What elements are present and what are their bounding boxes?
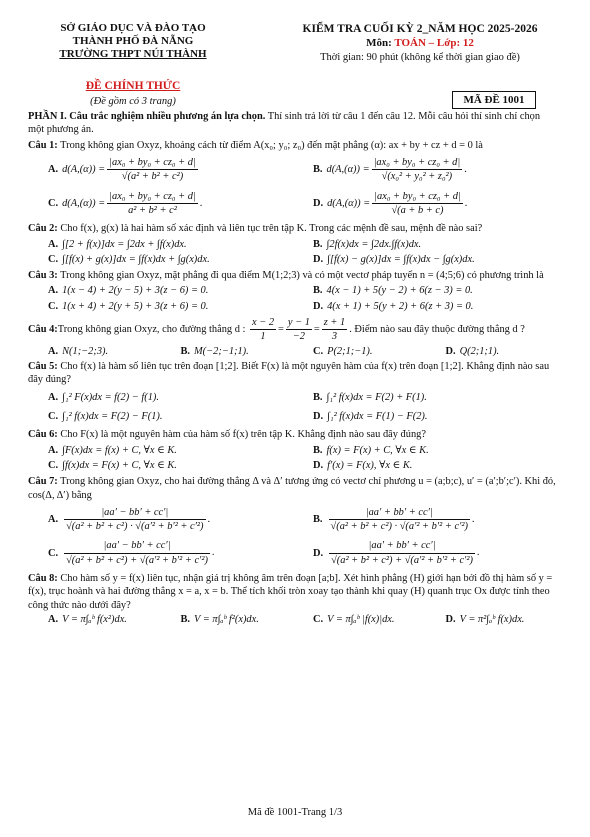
option-a[interactable] bbox=[28, 613, 161, 626]
question-1 bbox=[28, 139, 558, 221]
option-text: f(x) = F(x) + C, ∀x ∈ K. bbox=[326, 444, 429, 456]
option-c[interactable] bbox=[28, 537, 293, 569]
option-fraction bbox=[329, 506, 470, 534]
option-b[interactable] bbox=[293, 389, 558, 406]
option-d[interactable] bbox=[293, 537, 558, 569]
option-label: C. bbox=[48, 410, 59, 422]
option-text: ∫₁² f(x)dx = F(2) + F(1). bbox=[326, 391, 427, 403]
option-d[interactable] bbox=[293, 408, 558, 425]
denominator: √(a² + b² + c²) bbox=[121, 171, 184, 183]
exam-body bbox=[28, 110, 558, 626]
option-text: ∫[2 + f(x)]dx = ∫2dx + ∫f(x)dx. bbox=[62, 238, 187, 250]
numerator: |ax₀ + by₀ + cz₀ + d| bbox=[372, 156, 463, 170]
option-label: B. bbox=[313, 285, 323, 297]
option-c[interactable] bbox=[293, 345, 426, 358]
question-text: Cho f(x) là hàm số liên tục trên đoạn [1;2]. Biết F(x) là một nguyên hàm của f(x) trên đoạn [1;2]. Khẳng định nào sau đây đúng? bbox=[28, 361, 550, 386]
official-label: ĐỀ CHÍNH THỨC bbox=[85, 80, 181, 92]
city-name: THÀNH PHỐ ĐÀ NẴNG bbox=[72, 35, 194, 47]
option-fraction bbox=[372, 190, 463, 218]
denominator: a² + b² + c² bbox=[128, 204, 177, 216]
question-label: Câu 3: bbox=[28, 270, 58, 282]
part1-title: PHẦN I. Câu trắc nghiệm nhiều phương án lựa chọn. bbox=[28, 111, 266, 122]
option-b[interactable] bbox=[293, 504, 558, 536]
option-text: ∫F(x)dx = f(x) + C, ∀x ∈ K. bbox=[62, 444, 177, 456]
numerator: x − 2 bbox=[250, 316, 276, 330]
option-lhs: d(A,(α)) = bbox=[62, 197, 106, 209]
numerator: |ax₀ + by₀ + cz₀ + d| bbox=[372, 190, 463, 204]
option-c[interactable] bbox=[293, 613, 426, 626]
denominator: √(a² + b² + c²) + √(a′² + b′² + c′²) bbox=[66, 554, 208, 566]
option-label: D. bbox=[313, 253, 324, 265]
option-text: f′(x) = F(x), ∀x ∈ K. bbox=[327, 459, 413, 471]
option-text: M(−2;−1;1). bbox=[194, 345, 249, 357]
option-b[interactable] bbox=[161, 345, 294, 358]
options bbox=[28, 388, 558, 427]
option-c[interactable] bbox=[28, 459, 293, 472]
option-tail: . bbox=[471, 514, 475, 526]
question-text: Cho F(x) là một nguyên hàm của hàm số f(x) trên tập K. Khẳng định nào sau đây đúng? bbox=[57, 429, 426, 441]
option-c[interactable] bbox=[28, 408, 293, 425]
option-label: D. bbox=[313, 547, 324, 559]
option-text: ∫2f(x)dx = ∫2dx.∫f(x)dx. bbox=[326, 238, 422, 250]
option-label: D. bbox=[445, 345, 456, 357]
denominator: 3 bbox=[331, 331, 338, 343]
option-label: C. bbox=[48, 459, 59, 471]
option-tail: . bbox=[211, 547, 215, 559]
page-footer: Mã đề 1001-Trang 1/3 bbox=[247, 807, 343, 818]
numerator: |aa′ + bb′ + cc′| bbox=[329, 539, 475, 553]
exam-title: KIỂM TRA CUỐI KỲ 2_NĂM HỌC 2025-2026 bbox=[302, 23, 538, 35]
option-text: ∫₁² f(x)dx = F(1) − F(2). bbox=[327, 410, 428, 422]
page-count-note: (Đề gồm có 3 trang) bbox=[90, 95, 176, 107]
denominator: √(a² + b² + c²) · √(a′² + b′² + c′²) bbox=[330, 521, 468, 533]
option-text: V = π∫ₐᵇ |f(x)|dx. bbox=[327, 614, 395, 625]
option-label: A. bbox=[48, 285, 59, 297]
option-a[interactable] bbox=[28, 238, 293, 251]
option-label: B. bbox=[180, 345, 191, 357]
option-a[interactable] bbox=[28, 504, 293, 536]
options bbox=[28, 237, 558, 268]
option-label: B. bbox=[313, 391, 323, 403]
option-label: A. bbox=[48, 444, 59, 456]
option-text: N(1;−2;3). bbox=[62, 345, 109, 357]
header-left bbox=[28, 22, 238, 108]
line-fraction-y bbox=[286, 316, 312, 344]
denominator: √(x₀² + y₀² + z₀²) bbox=[381, 171, 453, 183]
option-fraction bbox=[329, 539, 475, 567]
option-d[interactable] bbox=[293, 253, 558, 266]
option-b[interactable] bbox=[293, 284, 558, 297]
question-label: Câu 7: bbox=[28, 476, 58, 488]
option-label: C. bbox=[313, 614, 324, 625]
option-a[interactable] bbox=[28, 389, 293, 406]
option-text: 1(x − 4) + 2(y − 5) + 3(z − 6) = 0. bbox=[62, 285, 209, 297]
option-label: D. bbox=[445, 614, 456, 625]
denominator: √(a² + b² + c²) · √(a′² + b′² + c′²) bbox=[66, 521, 204, 533]
question-5 bbox=[28, 360, 558, 426]
question-2 bbox=[28, 222, 558, 267]
option-d[interactable] bbox=[293, 459, 558, 472]
option-tail: . bbox=[476, 547, 480, 559]
options bbox=[28, 613, 558, 626]
option-text: ∫[f(x) + g(x)]dx = ∫f(x)dx + ∫g(x)dx. bbox=[62, 253, 210, 265]
denominator: 1 bbox=[260, 331, 266, 343]
option-a[interactable] bbox=[28, 345, 161, 358]
option-tail: . bbox=[199, 197, 203, 209]
options bbox=[28, 345, 558, 358]
option-text: Q(2;1;1). bbox=[459, 345, 500, 357]
question-text: Cho hàm số y = f(x) liên tục, nhận giá trị không âm trên đoạn [a;b]. Xét hình phẳng (H) giới hạn bởi đồ thị hàm số y = f(x), trục hoành và hai đường thẳng x = a, x = b. Thể tích khối tròn xoay tạo thành khi quay (H) quanh trục Ox được tính theo công thức nào dưới đây? bbox=[28, 573, 553, 611]
option-b[interactable] bbox=[293, 444, 558, 457]
line-fraction-x bbox=[250, 316, 276, 344]
option-label: D. bbox=[313, 459, 324, 471]
subject-line bbox=[270, 36, 570, 51]
option-label: A. bbox=[48, 514, 59, 526]
option-label: C. bbox=[48, 197, 59, 209]
option-fraction bbox=[107, 156, 198, 184]
options bbox=[28, 283, 558, 314]
option-label: A. bbox=[48, 391, 59, 403]
denominator: −2 bbox=[292, 331, 305, 343]
option-label: D. bbox=[313, 300, 324, 312]
option-label: D. bbox=[313, 197, 324, 209]
option-fraction bbox=[64, 539, 210, 567]
option-b[interactable] bbox=[293, 238, 558, 251]
options bbox=[28, 503, 558, 570]
numerator: |aa′ − bb′ + cc′| bbox=[64, 539, 210, 553]
option-label: A. bbox=[48, 238, 59, 250]
options bbox=[28, 443, 558, 474]
option-b[interactable] bbox=[161, 613, 294, 626]
question-label: Câu 1: bbox=[28, 139, 58, 151]
numerator: z + 1 bbox=[322, 316, 347, 330]
option-text: ∫[f(x) − g(x)]dx = ∫f(x)dx − ∫g(x)dx. bbox=[327, 253, 475, 265]
subject: TOÁN – Lớp: 12 bbox=[394, 37, 474, 49]
option-c[interactable] bbox=[28, 253, 293, 266]
exam-code-box: MÃ ĐỀ 1001 bbox=[452, 91, 536, 109]
option-text: 4(x + 1) + 5(y + 2) + 6(z + 3) = 0. bbox=[327, 300, 474, 312]
question-text: Trong không gian Oxyz, cho hai đường thẳng Δ và Δ′ tương ứng có vectơ chỉ phương u = (a;b;c), u′ = (a′;b′;c′). Khi đó, cos(Δ, Δ′) bằng bbox=[28, 476, 556, 501]
option-text: 4(x − 1) + 5(y − 2) + 6(z − 3) = 0. bbox=[326, 285, 473, 297]
numerator: |ax₀ + by₀ + cz₀ + d| bbox=[107, 190, 198, 204]
option-label: A. bbox=[48, 614, 59, 625]
option-label: A. bbox=[48, 164, 59, 176]
option-fraction bbox=[64, 506, 205, 534]
option-text: V = π∫ₐᵇ f²(x)dx. bbox=[194, 614, 259, 625]
option-label: B. bbox=[180, 614, 191, 625]
dept-name: SỞ GIÁO DỤC VÀ ĐÀO TẠO bbox=[60, 22, 206, 34]
option-text: ∫₁² F(x)dx = f(2) − f(1). bbox=[62, 391, 159, 403]
school-name: TRƯỜNG THPT NÚI THÀNH bbox=[59, 48, 207, 60]
numerator: |aa′ + bb′ + cc′| bbox=[329, 506, 470, 520]
denominator: √(a² + b² + c²) + √(a′² + b′² + c′²) bbox=[331, 554, 473, 566]
option-a[interactable] bbox=[28, 154, 293, 186]
option-lhs: d(A,(α)) = bbox=[327, 197, 371, 209]
option-lhs: d(A,(α)) = bbox=[326, 164, 370, 176]
question-label: Câu 5: bbox=[28, 361, 58, 372]
option-label: B. bbox=[313, 444, 323, 456]
option-tail: . bbox=[464, 197, 468, 209]
option-label: C. bbox=[48, 300, 59, 312]
options bbox=[28, 153, 558, 220]
option-label: C. bbox=[48, 253, 59, 265]
line-fraction-z bbox=[322, 316, 347, 344]
option-label: B. bbox=[313, 164, 323, 176]
option-text: ∫f(x)dx = F(x) + C, ∀x ∈ K. bbox=[62, 459, 177, 471]
question-label: Câu 4: bbox=[28, 324, 58, 336]
question-label: Câu 6: bbox=[28, 429, 58, 441]
question-8 bbox=[28, 572, 558, 626]
question-text-pre: Trong không gian Oxyz, cho đường thẳng d : bbox=[57, 324, 248, 336]
option-c[interactable] bbox=[28, 300, 293, 313]
option-label: C. bbox=[48, 547, 59, 559]
option-d[interactable] bbox=[293, 300, 558, 313]
option-d[interactable] bbox=[293, 188, 558, 220]
subject-prefix: Môn: bbox=[366, 37, 395, 49]
time-line: Thời gian: 90 phút (không kể thời gian giao đề) bbox=[320, 52, 520, 63]
part1-header bbox=[28, 110, 558, 137]
option-a[interactable] bbox=[28, 444, 293, 457]
option-tail: . bbox=[207, 514, 211, 526]
question-4: Câu 4:Trong không gian Oxyz, cho đường thẳng d : $\frac{x - 2}{1}$ = $\frac{y - 1}{-2}$ = $\frac{z + 1}{3}$ . Điểm nào sau đây thuộc đường thẳng d ? A. N(1;−2;3). B. M(−2;−1;1). C. P(2;1;−1). D. Q(2;1;1). bbox=[28, 316, 558, 358]
option-d[interactable] bbox=[426, 345, 559, 358]
question-text-post: . Điểm nào sau đây thuộc đường thẳng d ? bbox=[349, 324, 525, 336]
option-text: V = π²∫ₐᵇ f(x)dx. bbox=[459, 614, 525, 625]
option-text: ∫₁² f(x)dx = F(2) − F(1). bbox=[62, 410, 163, 422]
numerator: y − 1 bbox=[286, 316, 312, 330]
option-b[interactable] bbox=[293, 154, 558, 186]
option-text: V = π∫ₐᵇ f(x²)dx. bbox=[62, 614, 127, 625]
question-text: Trong không gian Oxyz, mặt phẳng đi qua điểm M(1;2;3) và có một vectơ pháp tuyến n = (4;5;6) có phương trình là bbox=[57, 270, 544, 282]
option-text: P(2;1;−1). bbox=[327, 345, 373, 357]
option-label: C. bbox=[313, 345, 324, 357]
option-label: B. bbox=[313, 514, 323, 526]
numerator: |ax₀ + by₀ + cz₀ + d| bbox=[107, 156, 198, 170]
option-c[interactable] bbox=[28, 188, 293, 220]
question-label: Câu 2: bbox=[28, 223, 58, 235]
question-text: Cho f(x), g(x) là hai hàm số xác định và liên tục trên tập K. Trong các mệnh đề sau, mệnh đề nào sai? bbox=[57, 223, 483, 235]
option-lhs: d(A,(α)) = bbox=[62, 164, 106, 176]
option-text: 1(x + 4) + 2(y + 5) + 3(z + 6) = 0. bbox=[62, 300, 209, 312]
option-fraction bbox=[372, 156, 463, 184]
question-label: Câu 8: bbox=[28, 573, 58, 585]
question-text: Trong không gian Oxyz, khoảng cách từ điểm A(x₀; y₀; z₀) đến mặt phẳng (α): ax + by + cz + d = 0 là bbox=[57, 139, 483, 151]
option-label: A. bbox=[48, 345, 59, 357]
header-right bbox=[270, 22, 570, 65]
question-7 bbox=[28, 475, 558, 570]
question-3 bbox=[28, 269, 558, 314]
part1-desc: Thí sinh trả lời từ câu 1 đến câu 12. Mỗi câu hỏi thí sinh chỉ chọn một phương án. bbox=[28, 111, 541, 136]
question-6 bbox=[28, 428, 558, 473]
numerator: |aa′ − bb′ + cc′| bbox=[64, 506, 205, 520]
option-label: D. bbox=[313, 410, 324, 422]
option-fraction bbox=[107, 190, 198, 218]
option-d[interactable] bbox=[426, 613, 559, 626]
option-tail: . bbox=[464, 164, 467, 176]
denominator: √(a + b + c) bbox=[391, 204, 444, 216]
option-label: B. bbox=[313, 238, 323, 250]
option-a[interactable] bbox=[28, 284, 293, 297]
